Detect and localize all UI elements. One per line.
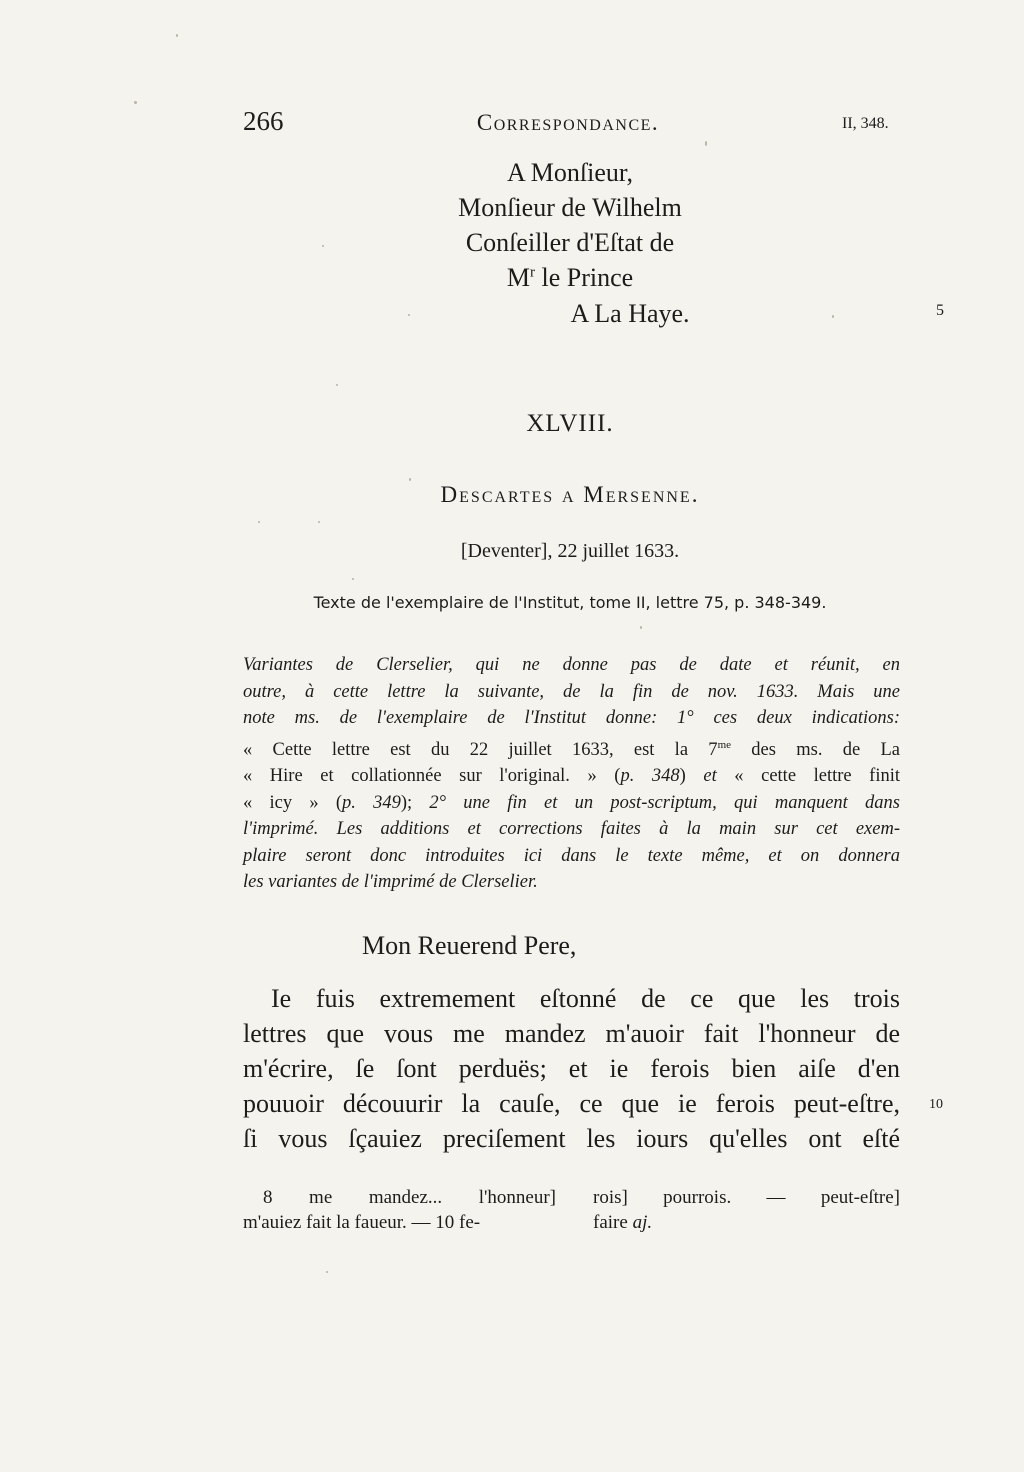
address-line-2: Monſieur de Wilhelm	[458, 193, 682, 222]
paper-speck	[336, 384, 338, 386]
paper-speck	[409, 478, 411, 481]
paper-speck	[352, 578, 354, 580]
paper-speck	[258, 521, 260, 523]
note-line: l'imprimé. Les additions et corrections faites à la main sur cet exem-	[243, 819, 900, 840]
letter-number: XLVIII.	[526, 410, 614, 437]
footnote-line: rois] pourrois. — peut-eſtre]	[593, 1187, 900, 1208]
paper-speck	[705, 141, 707, 146]
footnote-line: 8 me mandez... l'honneur]	[263, 1187, 556, 1208]
paper-speck	[134, 101, 137, 104]
note-line: « Cette lettre est du 22 juillet 1633, est la $7^{me}$ des ms. de La	[243, 738, 900, 760]
paper-speck	[176, 34, 178, 37]
paper-speck	[326, 1271, 328, 1273]
paper-speck	[322, 245, 324, 247]
note-line: outre, à cette lettre la suivante, de la fin de nov. 1633. Mais une	[243, 681, 900, 702]
salutation: Mon Reuerend Pere,	[362, 931, 577, 960]
address-line-5: A La Haye.	[570, 299, 690, 328]
body-line: m'écrire, ſe ſont perduës; et ie ferois bien aiſe d'en	[243, 1054, 900, 1083]
letter-title: Descartes a Mersenne.	[440, 482, 700, 507]
letter-source: Texte de l'exemplaire de l'Institut, tome II, lettre 75, p. 348-349.	[313, 593, 827, 612]
page-number: 266	[243, 106, 284, 136]
paper-speck	[318, 521, 320, 523]
note-line: « icy » (p. 349); 2° une fin et un post-scriptum, qui manquent dans	[243, 792, 900, 813]
paper-speck	[832, 315, 834, 318]
note-line: plaire seront donc introduites ici dans le texte même, et on donnera	[243, 845, 900, 866]
address-line-3: Conſeiller d'Eſtat de	[465, 228, 675, 257]
note-line: note ms. de l'exemplaire de l'Institut donne: 1° ces deux indications:	[243, 708, 900, 728]
paper-speck	[408, 314, 410, 316]
page-reference: II, 348.	[842, 115, 889, 132]
letter-body	[243, 981, 900, 1156]
footnote-left-column	[243, 1185, 556, 1235]
margin-line-number-5: 5	[936, 302, 944, 319]
note-line: les variantes de l'imprimé de Clerselier.	[243, 872, 538, 893]
footnote-line: faire aj.	[593, 1212, 653, 1233]
note-line: Variantes de Clerselier, qui ne donne pas de date et réunit, en	[243, 655, 900, 675]
running-title: Correspondance.	[476, 110, 660, 135]
variants-note	[243, 652, 900, 896]
body-line: pouuoir découurir la cauſe, ce que ie ferois peut-eſtre,	[243, 1089, 900, 1118]
margin-line-number-10: 10	[929, 1097, 943, 1112]
note-line: « Hire et collationnée sur l'original. » (p. 348) et « cette lettre finit	[243, 766, 900, 787]
footnote-line: m'auiez fait la faueur. — 10 fe-	[243, 1212, 481, 1233]
paper-speck	[640, 626, 642, 629]
body-line: ſi vous ſçauiez preciſement les iours qu'elles ont eſté	[243, 1124, 900, 1153]
body-line: lettres que vous me mandez m'auoir fait l'honneur de	[243, 1019, 900, 1048]
body-line: Ie fuis extremement eſtonné de ce que les trois	[271, 984, 900, 1013]
letter-date: [Deventer], 22 juillet 1633.	[460, 540, 680, 562]
address-line-4: $M^r$ le Prince	[506, 263, 634, 292]
footnote-right-column	[593, 1185, 900, 1235]
address-line-1: A Monſieur,	[506, 158, 634, 187]
